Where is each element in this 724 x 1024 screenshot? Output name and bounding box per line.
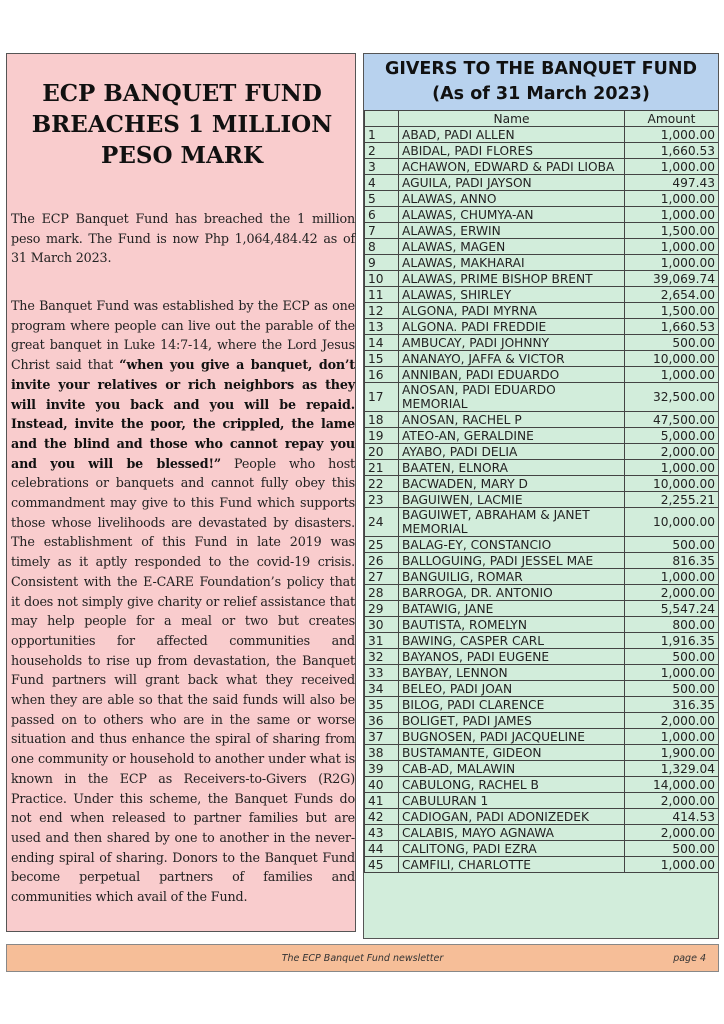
table-row <box>365 335 719 351</box>
table-row <box>365 793 719 809</box>
giver-amount: 800.00 <box>625 617 719 633</box>
giver-name: ALAWAS, MAGEN <box>399 239 625 255</box>
giver-name: AYABO, PADI DELIA <box>399 444 625 460</box>
row-number: 15 <box>365 351 399 367</box>
giver-name: ACHAWON, EDWARD & PADI LIOBA <box>399 159 625 175</box>
table-row <box>365 809 719 825</box>
giver-name: BUGNOSEN, PADI JACQUELINE <box>399 729 625 745</box>
giver-name: ATEO-AN, GERALDINE <box>399 428 625 444</box>
article-headline <box>7 78 357 171</box>
row-number: 27 <box>365 569 399 585</box>
giver-amount: 2,255.21 <box>625 492 719 508</box>
giver-name: BARROGA, DR. ANTONIO <box>399 585 625 601</box>
row-number: 18 <box>365 412 399 428</box>
row-number: 43 <box>365 825 399 841</box>
table-header-row <box>365 111 719 127</box>
row-number: 45 <box>365 857 399 873</box>
row-number: 26 <box>365 553 399 569</box>
table-row <box>365 761 719 777</box>
giver-name: BATAWIG, JANE <box>399 601 625 617</box>
table-row <box>365 428 719 444</box>
giver-amount: 10,000.00 <box>625 476 719 492</box>
giver-amount: 2,000.00 <box>625 585 719 601</box>
giver-amount: 32,500.00 <box>625 383 719 412</box>
table-row <box>365 841 719 857</box>
row-number: 7 <box>365 223 399 239</box>
row-number: 35 <box>365 697 399 713</box>
giver-name: BILOG, PADI CLARENCE <box>399 697 625 713</box>
giver-amount: 500.00 <box>625 335 719 351</box>
giver-amount: 1,500.00 <box>625 303 719 319</box>
giver-name: BAGUIWEN, LACMIE <box>399 492 625 508</box>
giver-name: ANOSAN, PADI EDUARDO MEMORIAL <box>399 383 625 412</box>
giver-amount: 316.35 <box>625 697 719 713</box>
giver-amount: 1,000.00 <box>625 239 719 255</box>
giver-amount: 39,069.74 <box>625 271 719 287</box>
table-row <box>365 665 719 681</box>
table-row <box>365 191 719 207</box>
giver-name: BACWADEN, MARY D <box>399 476 625 492</box>
giver-amount: 1,000.00 <box>625 159 719 175</box>
row-number: 21 <box>365 460 399 476</box>
table-row <box>365 255 719 271</box>
giver-name: AGUILA, PADI JAYSON <box>399 175 625 191</box>
paragraph-2-body: People who host celebrations or banquets and cannot fully obey this commandment may give to this Fund which supports those whose livelihoods are devastated by disasters. The establishment of this Fund in late 2019 was timely as it aptly responded to the covid-19 crisis. Consistent with the E-CARE Foundation’s policy that it does not simply give charity or relief assistance that may help people for a meal or two but creates opportunities for affected communities and households to rise up from devastation, the Banquet Fund partners will grant back what they received when they are able so that the said funds will also be passed on to others who are in the same or worse situation and thus enhance the spiral of sharing from one community or household to another under what is known in the ECP as Receivers-to-Givers (R2G) Practice. Under this scheme, the Banquet Funds do not end when released to partner families but are used and then shared by one to another in the never-ending spiral of sharing. Donors to the Banquet Fund become perpetual partners of families and communities which avail of the Fund. <box>11 455 356 905</box>
table-row <box>365 319 719 335</box>
giver-amount: 1,000.00 <box>625 857 719 873</box>
row-number: 6 <box>365 207 399 223</box>
table-row <box>365 777 719 793</box>
giver-amount: 1,500.00 <box>625 223 719 239</box>
row-number: 33 <box>365 665 399 681</box>
giver-amount: 5,000.00 <box>625 428 719 444</box>
giver-amount: 1,000.00 <box>625 255 719 271</box>
giver-name: BUSTAMANTE, GIDEON <box>399 745 625 761</box>
giver-name: AMBUCAY, PADI JOHNNY <box>399 335 625 351</box>
table-row <box>365 367 719 383</box>
row-number: 36 <box>365 713 399 729</box>
table-row <box>365 601 719 617</box>
row-number: 20 <box>365 444 399 460</box>
givers-table-body <box>365 127 719 873</box>
table-row <box>365 143 719 159</box>
row-number: 12 <box>365 303 399 319</box>
giver-amount: 2,000.00 <box>625 713 719 729</box>
giver-name: BAUTISTA, ROMELYN <box>399 617 625 633</box>
row-number: 9 <box>365 255 399 271</box>
giver-amount: 1,329.04 <box>625 761 719 777</box>
table-row <box>365 553 719 569</box>
table-row <box>365 412 719 428</box>
row-number: 28 <box>365 585 399 601</box>
giver-amount: 1,900.00 <box>625 745 719 761</box>
table-row <box>365 271 719 287</box>
giver-name: ALGONA, PADI MYRNA <box>399 303 625 319</box>
newsletter-title: The ECP Banquet Fund newsletter <box>281 953 444 964</box>
table-row <box>365 159 719 175</box>
giver-name: ALAWAS, SHIRLEY <box>399 287 625 303</box>
giver-name: BALLOGUING, PADI JESSEL MAE <box>399 553 625 569</box>
table-row <box>365 383 719 412</box>
giver-amount: 10,000.00 <box>625 508 719 537</box>
giver-amount: 1,000.00 <box>625 207 719 223</box>
givers-title: GIVERS TO THE BANQUET FUND <box>384 59 698 79</box>
giver-amount: 1,660.53 <box>625 143 719 159</box>
giver-amount: 1,000.00 <box>625 367 719 383</box>
row-number: 34 <box>365 681 399 697</box>
row-number: 17 <box>365 383 399 412</box>
headline-line-1: ECP BANQUET FUND <box>42 80 322 107</box>
givers-panel <box>363 53 719 939</box>
giver-name: CABULURAN 1 <box>399 793 625 809</box>
giver-name: ANOSAN, RACHEL P <box>399 412 625 428</box>
giver-name: ALAWAS, CHUMYA-AN <box>399 207 625 223</box>
giver-amount: 2,000.00 <box>625 444 719 460</box>
giver-name: BAYBAY, LENNON <box>399 665 625 681</box>
row-number: 31 <box>365 633 399 649</box>
headline-line-3: PESO MARK <box>101 142 263 169</box>
row-number: 37 <box>365 729 399 745</box>
giver-amount: 10,000.00 <box>625 351 719 367</box>
bible-quote: “when you give a banquet, don’t invite your relatives or rich neighbors as they will invite you back and you will be repaid. Instead, invite the poor, the crippled, the lame and the blind and those who cannot repay you and you will be blessed!” <box>11 357 355 471</box>
table-row <box>365 351 719 367</box>
table-row <box>365 492 719 508</box>
givers-date: (As of 31 March 2023) <box>432 84 650 104</box>
giver-amount: 816.35 <box>625 553 719 569</box>
article-panel <box>6 53 356 932</box>
row-number: 4 <box>365 175 399 191</box>
giver-name: BAYANOS, PADI EUGENE <box>399 649 625 665</box>
giver-amount: 2,654.00 <box>625 287 719 303</box>
number-column-header <box>365 111 399 127</box>
giver-amount: 500.00 <box>625 841 719 857</box>
table-row <box>365 239 719 255</box>
giver-name: BAWING, CASPER CARL <box>399 633 625 649</box>
giver-amount: 500.00 <box>625 681 719 697</box>
row-number: 32 <box>365 649 399 665</box>
giver-amount: 2,000.00 <box>625 825 719 841</box>
table-row <box>365 713 719 729</box>
row-number: 22 <box>365 476 399 492</box>
giver-amount: 1,916.35 <box>625 633 719 649</box>
row-number: 14 <box>365 335 399 351</box>
table-row <box>365 633 719 649</box>
row-number: 2 <box>365 143 399 159</box>
row-number: 5 <box>365 191 399 207</box>
giver-name: BELEO, PADI JOAN <box>399 681 625 697</box>
table-row <box>365 649 719 665</box>
giver-amount: 1,000.00 <box>625 665 719 681</box>
givers-header <box>364 54 718 110</box>
page-footer <box>6 944 719 972</box>
giver-amount: 5,547.24 <box>625 601 719 617</box>
paragraph-2-intro: The Banquet Fund was established by the ECP as one program where people can live out the parable of the great banquet in Luke 14:7-14, where the Lord Jesus Christ said that <box>11 298 355 373</box>
giver-name: ABIDAL, PADI FLORES <box>399 143 625 159</box>
giver-amount: 1,000.00 <box>625 191 719 207</box>
table-row <box>365 857 719 873</box>
giver-name: CABULONG, RACHEL B <box>399 777 625 793</box>
table-row <box>365 223 719 239</box>
giver-amount: 1,000.00 <box>625 729 719 745</box>
table-row <box>365 745 719 761</box>
table-row <box>365 537 719 553</box>
giver-amount: 47,500.00 <box>625 412 719 428</box>
giver-name: ALAWAS, ERWIN <box>399 223 625 239</box>
table-row <box>365 585 719 601</box>
row-number: 41 <box>365 793 399 809</box>
giver-name: CALABIS, MAYO AGNAWA <box>399 825 625 841</box>
giver-name: BOLIGET, PADI JAMES <box>399 713 625 729</box>
giver-name: ANNIBAN, PADI EDUARDO <box>399 367 625 383</box>
row-number: 29 <box>365 601 399 617</box>
giver-amount: 14,000.00 <box>625 777 719 793</box>
table-row <box>365 569 719 585</box>
giver-name: ALGONA. PADI FREDDIE <box>399 319 625 335</box>
table-row <box>365 127 719 143</box>
giver-name: CAMFILI, CHARLOTTE <box>399 857 625 873</box>
article-paragraph-1: The ECP Banquet Fund has breached the 1 million peso mark. The Fund is now Php 1,064,484.42 as of 31 March 2023. <box>11 211 355 266</box>
giver-name: ALAWAS, MAKHARAI <box>399 255 625 271</box>
giver-amount: 1,000.00 <box>625 460 719 476</box>
table-row <box>365 681 719 697</box>
table-row <box>365 697 719 713</box>
giver-name: ABAD, PADI ALLEN <box>399 127 625 143</box>
headline-line-2: BREACHES 1 MILLION <box>31 111 333 138</box>
row-number: 40 <box>365 777 399 793</box>
row-number: 39 <box>365 761 399 777</box>
giver-name: ALAWAS, ANNO <box>399 191 625 207</box>
giver-name: CALITONG, PADI EZRA <box>399 841 625 857</box>
row-number: 13 <box>365 319 399 335</box>
row-number: 3 <box>365 159 399 175</box>
row-number: 19 <box>365 428 399 444</box>
row-number: 38 <box>365 745 399 761</box>
row-number: 30 <box>365 617 399 633</box>
giver-name: CAB-AD, MALAWIN <box>399 761 625 777</box>
table-row <box>365 175 719 191</box>
row-number: 23 <box>365 492 399 508</box>
giver-name: CADIOGAN, PADI ADONIZEDEK <box>399 809 625 825</box>
giver-name: BAATEN, ELNORA <box>399 460 625 476</box>
giver-name: BAGUIWET, ABRAHAM & JANET MEMORIAL <box>399 508 625 537</box>
row-number: 42 <box>365 809 399 825</box>
table-row <box>365 476 719 492</box>
name-column-header: Name <box>399 111 625 127</box>
table-row <box>365 617 719 633</box>
givers-table <box>364 110 719 873</box>
row-number: 1 <box>365 127 399 143</box>
giver-name: BALAG-EY, CONSTANCIO <box>399 537 625 553</box>
row-number: 25 <box>365 537 399 553</box>
row-number: 10 <box>365 271 399 287</box>
table-row <box>365 508 719 537</box>
giver-amount: 500.00 <box>625 537 719 553</box>
row-number: 11 <box>365 287 399 303</box>
table-row <box>365 444 719 460</box>
row-number: 16 <box>365 367 399 383</box>
table-row <box>365 729 719 745</box>
giver-amount: 1,000.00 <box>625 127 719 143</box>
article-paragraph-2 <box>11 296 355 907</box>
table-row <box>365 303 719 319</box>
giver-amount: 500.00 <box>625 649 719 665</box>
table-row <box>365 207 719 223</box>
giver-amount: 414.53 <box>625 809 719 825</box>
row-number: 44 <box>365 841 399 857</box>
giver-name: ANANAYO, JAFFA & VICTOR <box>399 351 625 367</box>
page-number: page 4 <box>673 953 706 964</box>
giver-name: ALAWAS, PRIME BISHOP BRENT <box>399 271 625 287</box>
table-row <box>365 460 719 476</box>
giver-name: BANGUILIG, ROMAR <box>399 569 625 585</box>
giver-amount: 497.43 <box>625 175 719 191</box>
row-number: 8 <box>365 239 399 255</box>
giver-amount: 2,000.00 <box>625 793 719 809</box>
row-number: 24 <box>365 508 399 537</box>
amount-column-header: Amount <box>625 111 719 127</box>
giver-amount: 1,000.00 <box>625 569 719 585</box>
table-row <box>365 287 719 303</box>
giver-amount: 1,660.53 <box>625 319 719 335</box>
table-row <box>365 825 719 841</box>
